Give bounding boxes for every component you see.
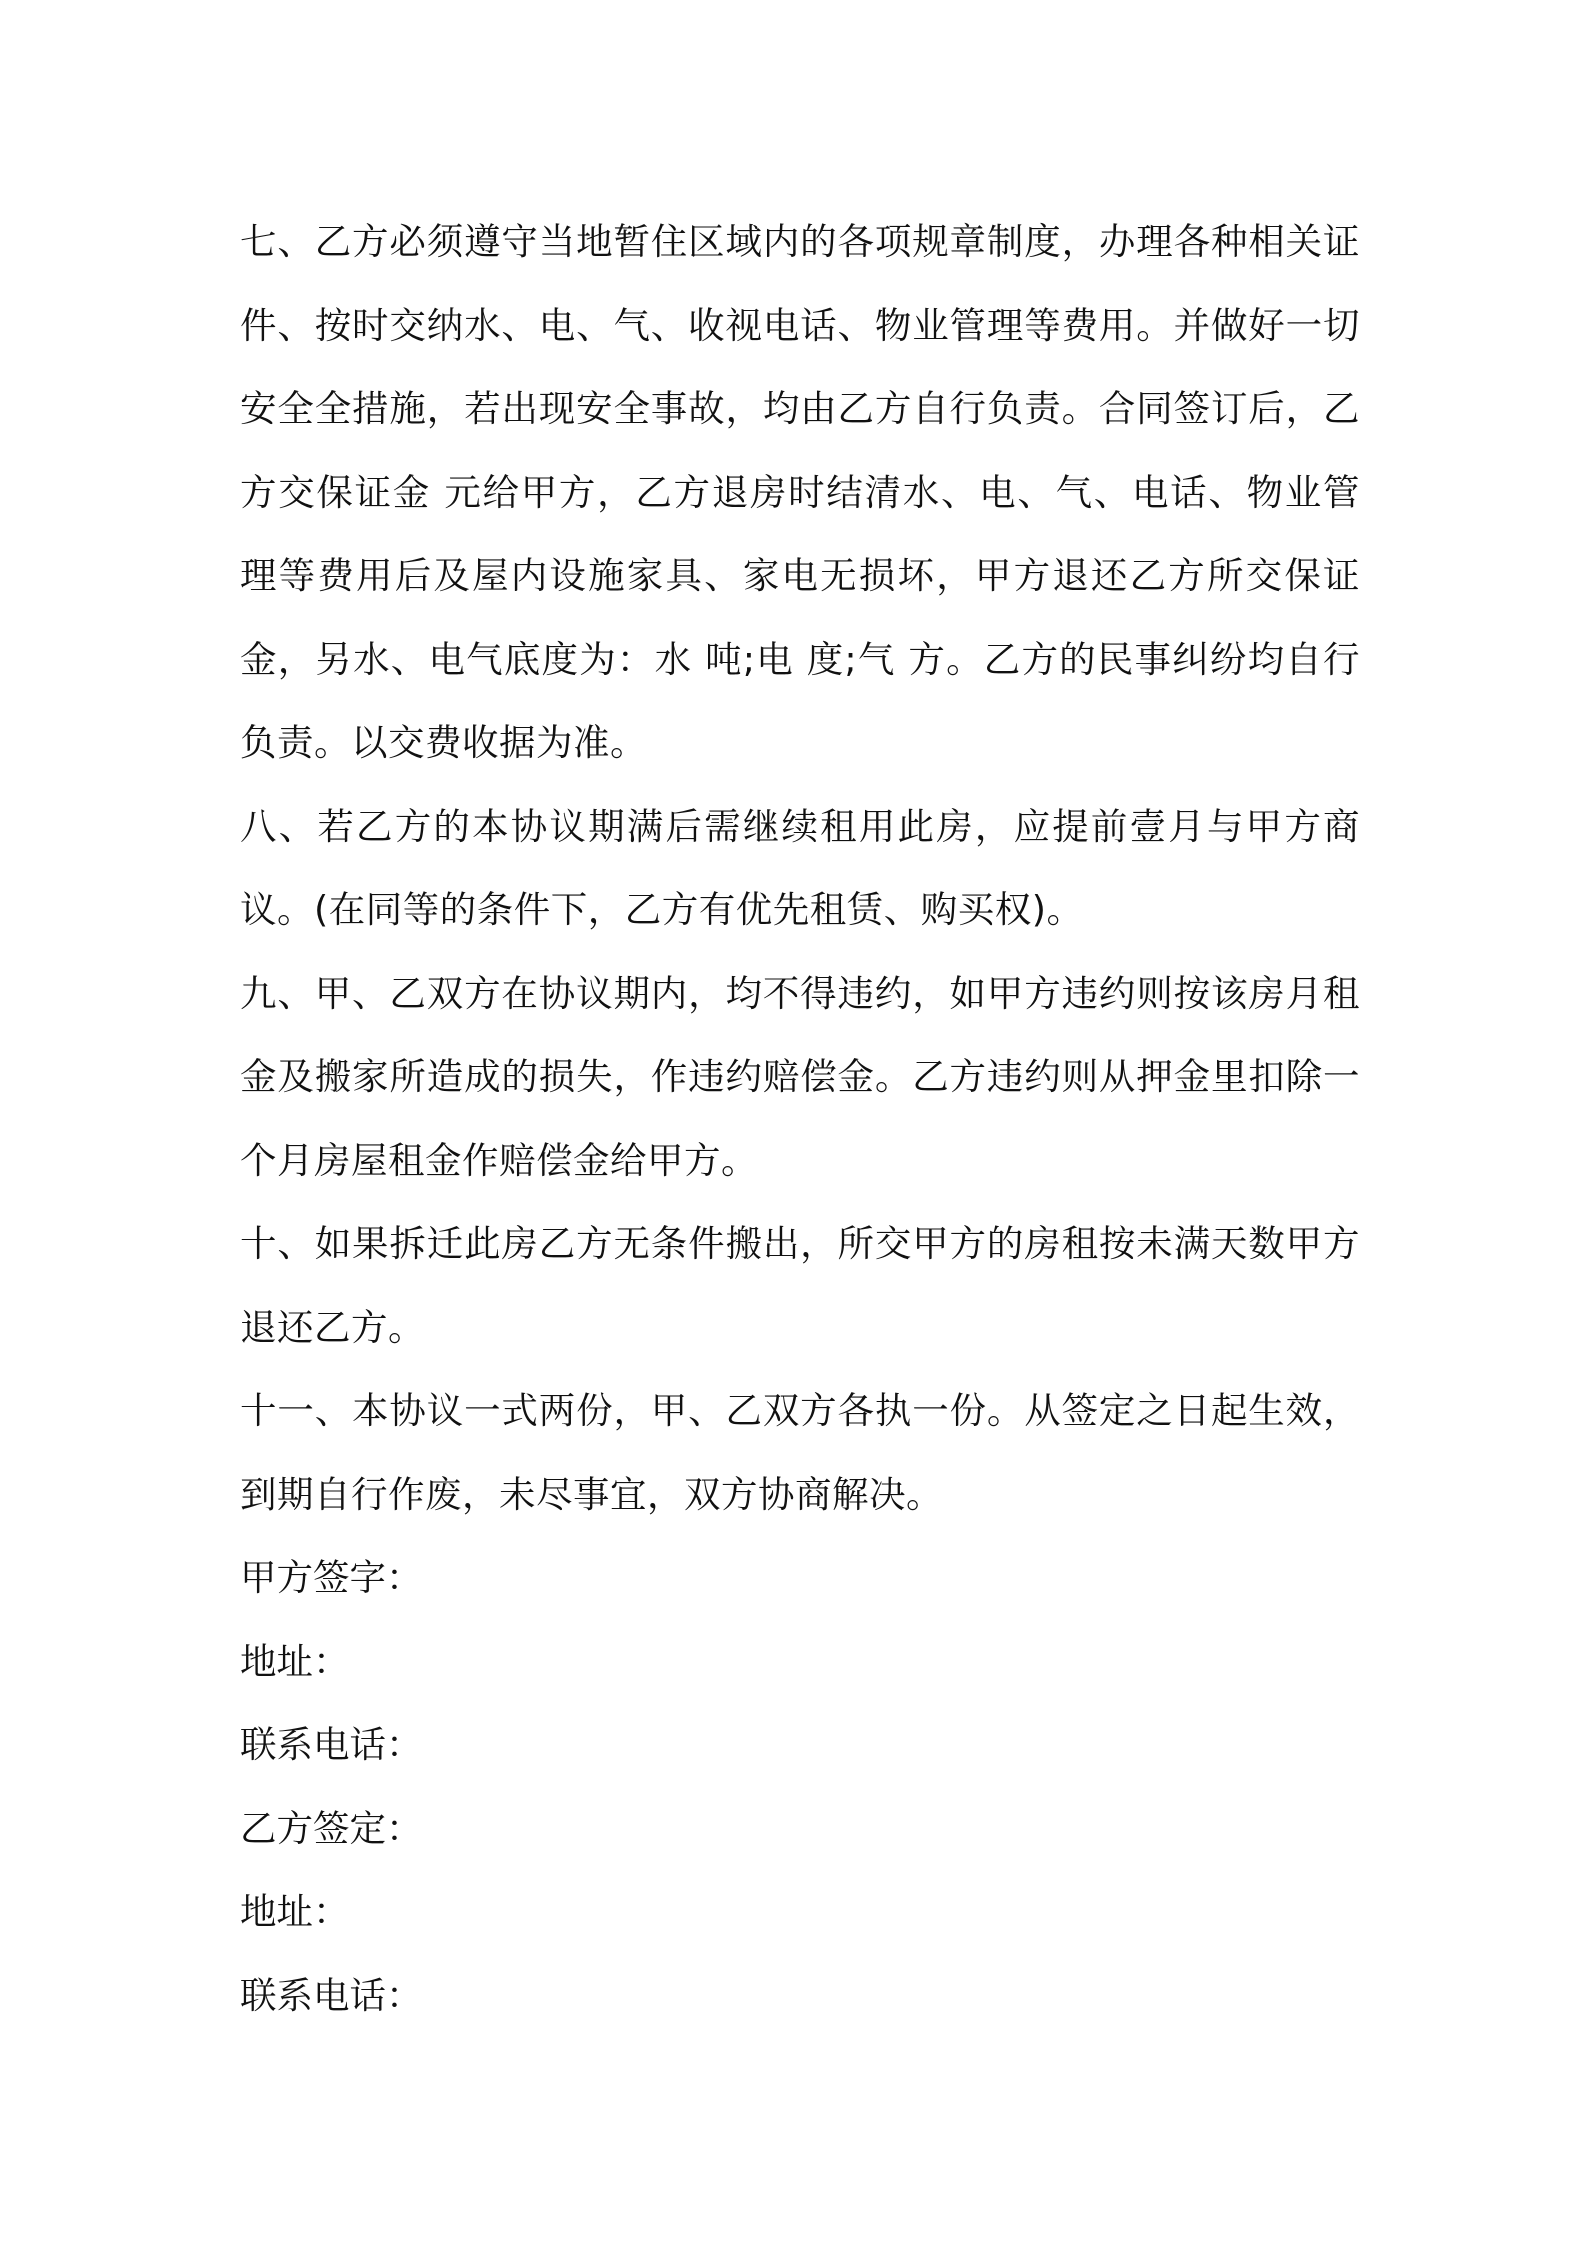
signature-block [240,1536,1360,2037]
clause-7: 七、乙方必须遵守当地暂住区域内的各项规章制度，办理各种相关证件、按时交纳水、电、气、收视电话、物业管理等费用。并做好一切安全全措施，若出现安全事故，均由乙方自行负责。合同签订后，乙方交保证金 元给甲方，乙方退房时结清水、电、气、电话、物业管理等费用后及屋内设施家具、家电无损坏，甲方退还乙方所交保证金，另水、电气底度为：水 吨;电 度;气 方。乙方的民事纠纷均自行负责。以交费收据为准。 [240,220,1360,764]
party-a-sign-label: 甲方签字： [240,1556,423,1599]
party-b-sign-label: 乙方签定： [240,1806,423,1850]
document-page [240,200,1360,2037]
clause-10: 十、如果拆迁此房乙方无条件搬出，所交甲方的房租按未满天数甲方退还乙方。 [240,1222,1360,1349]
clause-11: 十一、本协议一式两份，甲、乙双方各执一份。从签定之日起生效，到期自行作废，未尽事宜，双方协商解决。 [240,1389,1360,1516]
clause-8: 八、若乙方的本协议期满后需继续租用此房，应提前壹月与甲方商议。(在同等的条件下，乙方有优先租赁、购买权)。 [240,804,1360,931]
party-b-address-label: 地址： [240,1890,350,1933]
party-b-phone-label: 联系电话： [240,1973,423,2017]
clause-9: 九、甲、乙双方在协议期内，均不得违约，如甲方违约则按该房月租金及搬家所造成的损失，作违约赔偿金。乙方违约则从押金里扣除一个月房屋租金作赔偿金给甲方。 [240,971,1360,1182]
party-a-address-label: 地址： [240,1639,350,1683]
party-a-phone-label: 联系电话： [240,1723,423,1766]
